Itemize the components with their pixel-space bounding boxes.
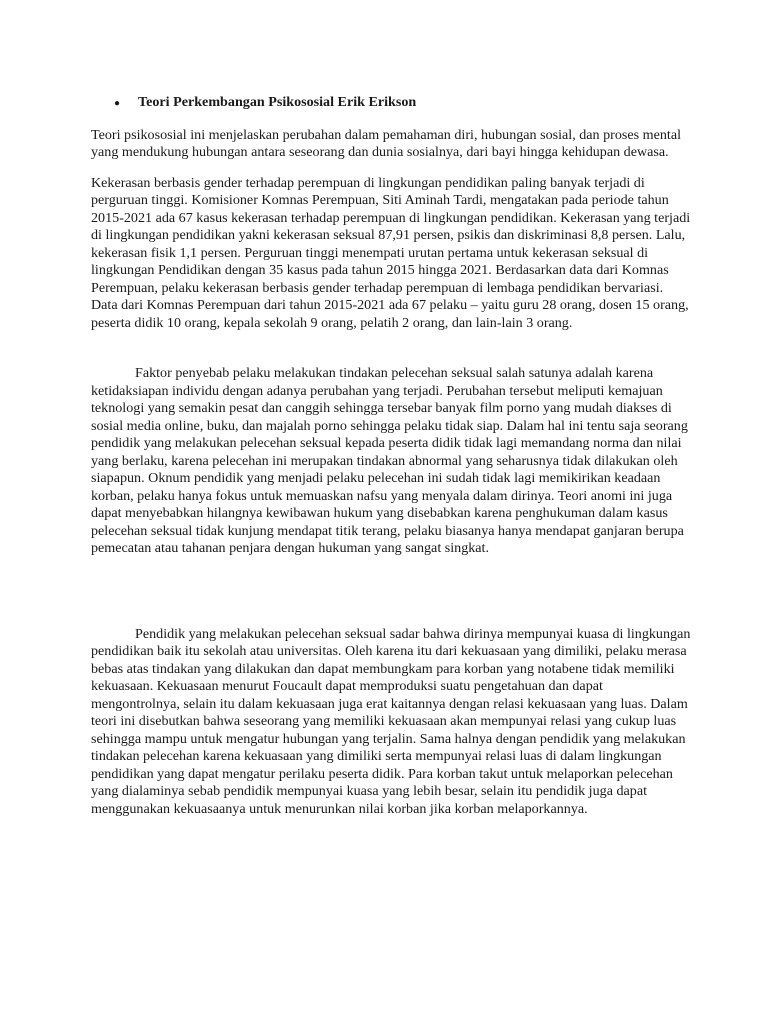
paragraph-psikososial: Teori psikososial ini menjelaskan perubahan dalam pemahaman diri, hubungan sosial, dan proses mental yang mendukung hubungan antara seseorang dan dunia sosialnya, dari bayi hingga kehidupan dewasa. [91, 126, 682, 160]
paragraph-faktor-penyebab: Faktor penyebab pelaku melakukan tindakan pelecehan seksual salah satunya adalah karena ketidaksiapan individu dengan adanya perubahan yang terjadi. Perubahan tersebut meliputi kemajuan teknologi yang semakin pesat dan canggih sehingga tersebar banyak film porno yang mudah diakses di sosial media online, buku, dan majalah porno sehingga pelaku tidak siap. Dalam hal ini tentu saja seorang pendidik yang melakukan pelecehan seksual kepada peserta didik tidak lagi memandang norma dan nilai yang berlaku, karena pelecehan ini merupakan tindakan abnormal yang seharusnya tidak dilakukan oleh siapapun. Oknum pendidik yang menjadi pelaku pelecehan ini sudah tidak lagi memikirikan keadaan korban, pelaku hanya fokus untuk memuaskan nafsu yang menyala dalam dirinya. Teori anomi ini juga dapat menyebabkan hilangnya kewibawan hukum yang disebabkan karena penghukuman dalam kasus pelecehan seksual tidak kunjung mendapat titik terang, pelaku biasanya hanya mendapat ganjaran berupa pemecatan atau tahanan penjara dengan hukuman yang sangat singkat. [91, 365, 688, 556]
section-heading: Teori Perkembangan Psikososial Erik Erikson [138, 94, 417, 110]
paragraph-kekuasaan: Pendidik yang melakukan pelecehan seksual sadar bahwa dirinya mempunyai kuasa di lingkungan pendidikan baik itu sekolah atau universitas. Oleh karena itu dari kekuasaan yang dimiliki, pelaku merasa bebas atas tindakan yang dilakukan dan dapat membungkam para korban yang notabene tidak memiliki kekuasaan. Kekuasaan menurut Foucault dapat memproduksi suatu pengetahuan dan dapat mengontrolnya, selain itu dalam kekuasaan juga erat kaitannya dengan relasi kekuasaan yang luas. Dalam teori ini disebutkan bahwa seseorang yang memiliki kekuasaan akan mempunyai relasi yang cukup luas sehingga mampu untuk mengatur hubungan yang terjalin. Sama halnya dengan pendidik yang melakukan tindakan pelecehan karena kekuasaan yang dimiliki serta mempunyai relasi luas di dalam lingkungan pendidikan yang dapat mengatur perilaku peserta didik. Para korban takut untuk melaporkan pelecehan yang dialaminya sebab pendidik mempunyai kuasa yang lebih besar, selain itu pendidik juga dapat menggunakan kekuasaanya untuk menurunkan nilai korban jika korban melaporkannya. [91, 625, 691, 817]
bullet-heading [114, 94, 691, 113]
paragraph-kekerasan-gender: Kekerasan berbasis gender terhadap perempuan di lingkungan pendidikan paling banyak terjadi di perguruan tinggi. Komisioner Komnas Perempuan, Siti Aminah Tardi, mengatakan pada periode tahun 2015-2021 ada 67 kasus kekerasan terhadap perempuan di lingkungan pendidikan. Kekerasan yang terjadi di lingkungan pendidikan yakni kekerasan seksual 87,91 persen, psikis dan diskriminasi 8,8 persen. Lalu, kekerasan fisik 1,1 persen. Perguruan tinggi menempati urutan pertama untuk kekerasan seksual di lingkungan Pendidikan dengan 35 kasus pada tahun 2015 hingga 2021. Berdasarkan data dari Komnas Perempuan, pelaku kekerasan berbasis gender terhadap perempuan di lembaga pendidikan bervariasi. Data dari Komnas Perempuan dari tahun 2015-2021 ada 67 pelaku – yaitu guru 28 orang, dosen 15 orang, peserta didik 10 orang, kepala sekolah 9 orang, pelatih 2 orang, dan lain-lain 3 orang. [91, 174, 691, 331]
document-page [91, 94, 691, 818]
bullet-icon: ● [114, 98, 121, 109]
